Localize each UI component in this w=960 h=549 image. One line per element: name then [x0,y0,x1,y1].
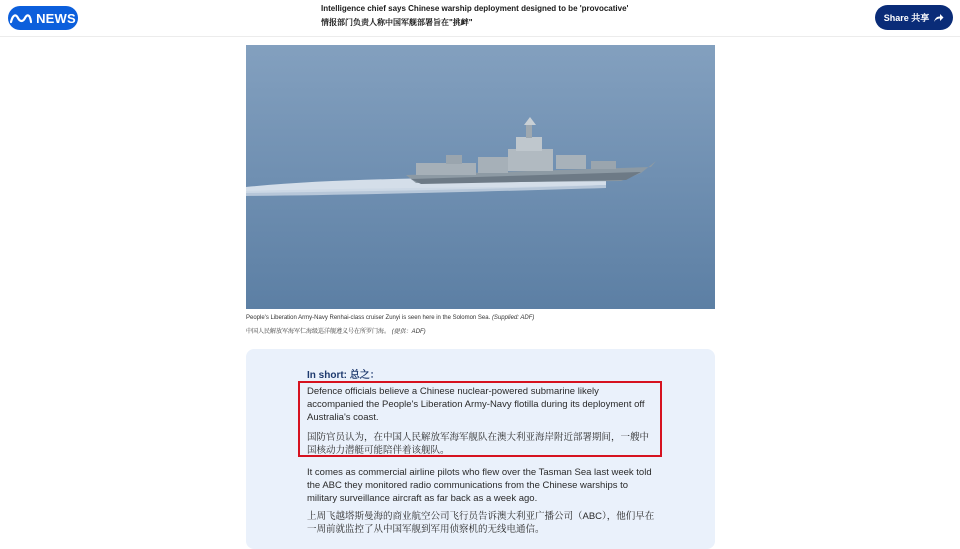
article-headline [321,3,628,28]
headline-chinese: 情报部门负责人称中国军舰部署旨在"挑衅" [321,18,473,27]
caption-english-text: People's Liberation Army-Navy Renhai-class cruiser Zunyi is seen here in the Solomon Sea. [246,315,491,321]
share-arrow-icon [933,13,944,23]
caption-chinese [246,328,726,336]
abc-logo-icon [10,12,32,24]
headline-english: Intelligence chief says Chinese warship deployment designed to be 'provocative' [321,4,629,13]
logo-text: NEWS [36,10,76,26]
warship-photo [246,45,715,309]
caption-chinese-credit: (提供：ADF) [391,329,426,335]
warship-image [246,45,715,309]
top-bar [0,0,960,37]
summary-paragraph-2-chinese: 上周飞越塔斯曼海的商业航空公司飞行员告诉澳大利亚广播公司（ABC），他们早在一周前就监控了从中国军舰到军用侦察机的无线电通信。 [307,511,655,535]
caption-english [246,314,726,322]
summary-paragraph-2-english: It comes as commercial airline pilots who flew over the Tasman Sea last week told the ABC they monitored radio communications from the Chinese warships to military surveillance aircraft as far back as a week ago. [307,467,652,504]
share-label: Share 共享 [883,13,930,23]
in-short-label: In short: 总之： [307,370,380,381]
summary-paragraph-1-chinese: 国防官员认为，在中国人民解放军海军舰队在澳大利亚海岸附近部署期间，一艘中国核动力潜艇可能陪伴着该舰队。 [307,432,650,456]
abc-news-logo[interactable] [8,6,78,30]
caption-english-credit: (Supplied: ADF) [491,315,535,321]
share-button[interactable] [875,5,953,30]
photo-caption [246,314,726,336]
summary-paragraph-1-english: Defence officials believe a Chinese nuclear-powered submarine likely accompanied the People's Liberation Army-Navy flotilla during its deployment off Australia's coast. [307,386,645,423]
caption-chinese-text: 中国人民解放军海军仁海级巡洋舰遵义号在所罗门海。 [246,329,391,335]
